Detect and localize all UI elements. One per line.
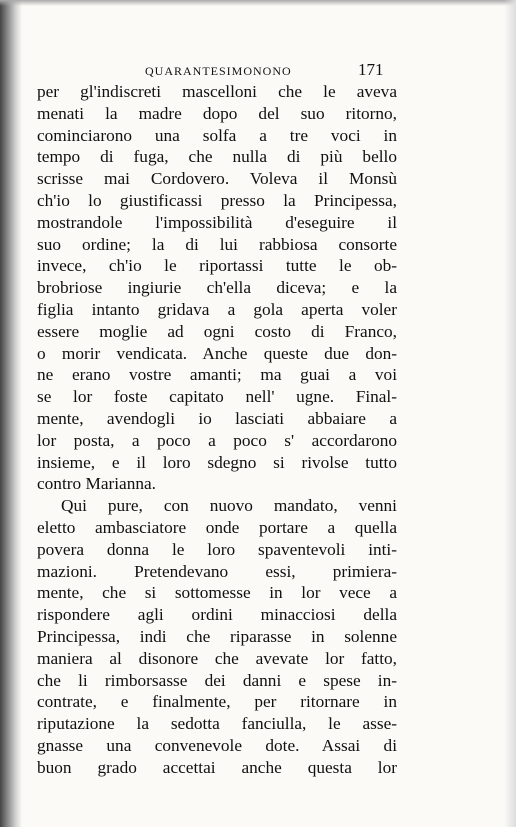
text-line: ch'io lo giustificassi presso la Principessa,	[37, 190, 397, 210]
page-header	[145, 62, 405, 82]
text-line: Principessa, indi che riparasse in solenne	[37, 626, 397, 646]
text-line: o morir vendicata. Anche queste due don-	[37, 343, 397, 363]
page-top-edge	[0, 0, 516, 6]
text-line: ne erano vostre amanti; ma guai a voi	[37, 365, 397, 385]
text-line: brobriose ingiurie ch'ella diceva; e la	[37, 278, 397, 298]
text-line: maniera al disonore che avevate lor fatto,	[37, 648, 397, 668]
text-line: povera donna le loro spaventevoli inti-	[37, 539, 397, 559]
text-line: scrisse mai Cordovero. Voleva il Monsù	[37, 169, 397, 189]
text-line: mente, avendogli io lasciati abbaiare a	[37, 408, 397, 428]
text-line: mazioni. Pretendevano essi, primiera-	[37, 561, 397, 581]
text-line: figlia intanto gridava a gola aperta voler	[37, 299, 397, 319]
page-number: 171	[358, 60, 384, 79]
text-line: tempo di fuga, che nulla di più bello	[37, 147, 397, 167]
text-line: buon grado accettai anche questa lor	[37, 757, 397, 777]
text-line: riputazione la sedotta fanciulla, le asse-	[37, 714, 397, 734]
text-line: Qui pure, con nuovo mandato, venni	[61, 496, 397, 516]
text-line: mente, che si sottomesse in lor vece a	[37, 583, 397, 603]
text-line: invece, ch'io le riportassi tutte le ob-	[37, 256, 397, 276]
text-line: gnasse una convenevole dote. Assai di	[37, 735, 397, 755]
text-line: se lor foste capitato nell' ugne. Final-	[37, 387, 397, 407]
running-title: QUARANTESIMONONO	[145, 64, 292, 78]
text-line: contro Marianna.	[37, 474, 157, 494]
text-line: cominciarono una solfa a tre voci in	[37, 125, 397, 145]
binding-shadow	[0, 0, 22, 827]
text-line: che li rimborsasse dei danni e spese in-	[37, 670, 397, 690]
text-line: menati la madre dopo del suo ritorno,	[37, 103, 397, 123]
text-line: contrate, e finalmente, per ritornare in	[37, 692, 397, 712]
text-line: lor posta, a poco a poco s' accordarono	[37, 430, 397, 450]
text-line: eletto ambasciatore onde portare a quella	[37, 517, 397, 537]
text-line: suo ordine; la di lui rabbiosa consorte	[37, 234, 397, 254]
body-text	[37, 81, 397, 779]
text-line: essere moglie ad ogni costo di Franco,	[37, 321, 397, 341]
text-line: per gl'indiscreti mascelloni che le aveva	[37, 82, 397, 101]
text-line: rispondere agli ordini minacciosi della	[37, 605, 397, 625]
paragraph-1	[37, 81, 397, 495]
text-line: mostrandole l'impossibilità d'eseguire il	[37, 212, 397, 232]
text-line: insieme, e il loro sdegno si rivolse tutto	[37, 452, 397, 472]
paragraph-2	[37, 495, 397, 778]
page-right-edge	[504, 0, 516, 827]
